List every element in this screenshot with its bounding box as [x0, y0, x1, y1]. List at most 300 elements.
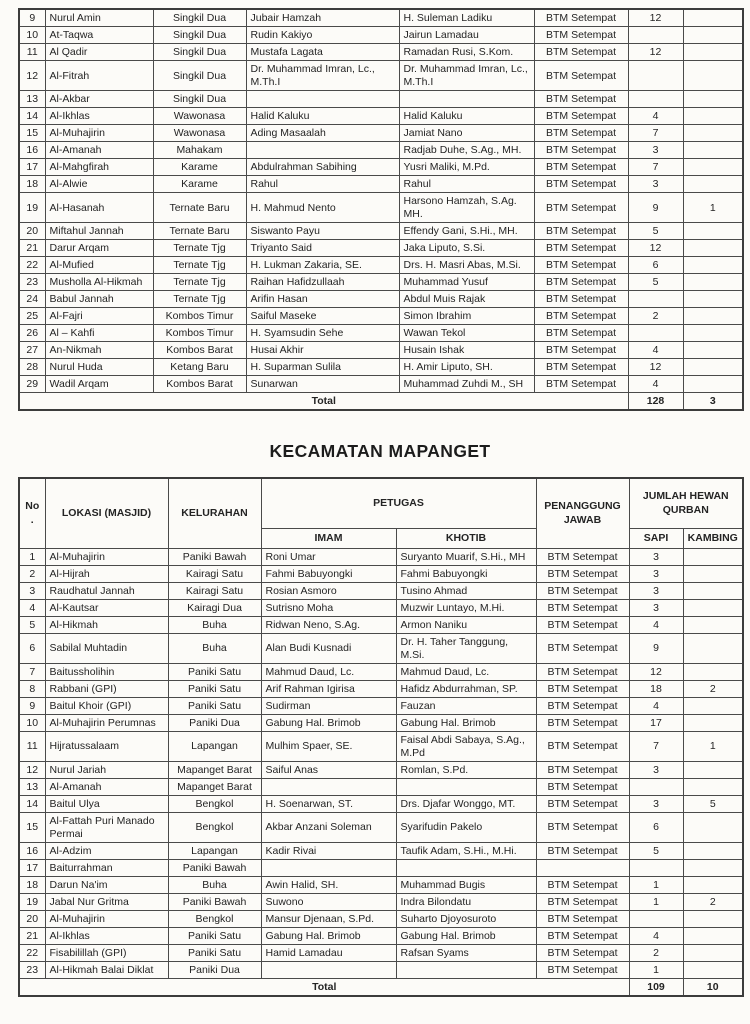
kelurahan-name: Singkil Dua	[153, 61, 246, 91]
table-row	[19, 714, 743, 731]
kambing-count	[683, 291, 743, 308]
masjid-name: Raudhatul Jannah	[45, 582, 168, 599]
khotib-name: H. Suleman Ladiku	[399, 9, 534, 27]
kambing-count	[683, 876, 743, 893]
kambing-count	[683, 761, 743, 778]
masjid-name: Nurul Jariah	[45, 761, 168, 778]
kambing-count	[683, 376, 743, 393]
sapi-count	[628, 291, 683, 308]
row-number: 7	[19, 663, 45, 680]
khotib-name: Halid Kaluku	[399, 108, 534, 125]
row-number: 10	[19, 27, 45, 44]
imam-name: Arif Rahman Igirisa	[261, 680, 396, 697]
kambing-count	[683, 142, 743, 159]
kelurahan-name: Paniki Bawah	[168, 859, 261, 876]
sapi-count: 12	[628, 44, 683, 61]
khotib-name: Dr. H. Taher Tanggung, M.Si.	[396, 633, 536, 663]
masjid-name: Nurul Huda	[45, 359, 153, 376]
khotib-name: Jairun Lamadau	[399, 27, 534, 44]
imam-name: Jubair Hamzah	[246, 9, 399, 27]
imam-name: Sunarwan	[246, 376, 399, 393]
kelurahan-name: Ketang Baru	[153, 359, 246, 376]
row-number: 22	[19, 944, 45, 961]
kelurahan-name: Paniki Bawah	[168, 548, 261, 565]
kelurahan-name: Paniki Satu	[168, 680, 261, 697]
kelurahan-name: Mahakam	[153, 142, 246, 159]
imam-name: Mustafa Lagata	[246, 44, 399, 61]
masjid-name: Darun Na'im	[45, 876, 168, 893]
kambing-count	[683, 599, 743, 616]
kambing-count	[683, 108, 743, 125]
kelurahan-name: Mapanget Barat	[168, 761, 261, 778]
row-number: 17	[19, 859, 45, 876]
table-row	[19, 274, 743, 291]
khotib-name: Armon Naniku	[396, 616, 536, 633]
penanggung-jawab	[536, 859, 629, 876]
imam-name: Gabung Hal. Brimob	[261, 714, 396, 731]
header-row-main	[19, 478, 743, 528]
penanggung-jawab: BTM Setempat	[534, 274, 628, 291]
imam-name: Mulhim Spaer, SE.	[261, 731, 396, 761]
penanggung-jawab: BTM Setempat	[536, 761, 629, 778]
kambing-count	[683, 176, 743, 193]
sapi-count: 17	[629, 714, 683, 731]
khotib-name: Abdul Muis Rajak	[399, 291, 534, 308]
kambing-count: 2	[683, 680, 743, 697]
imam-name: H. Mahmud Nento	[246, 193, 399, 223]
col-header-khotib: KHOTIB	[396, 528, 536, 548]
table-row	[19, 9, 743, 27]
khotib-name: Rafsan Syams	[396, 944, 536, 961]
masjid-name: Al-Mahgfirah	[45, 159, 153, 176]
row-number: 26	[19, 325, 45, 342]
row-number: 10	[19, 714, 45, 731]
masjid-name: Al-Hasanah	[45, 193, 153, 223]
masjid-name: Al Qadir	[45, 44, 153, 61]
table-row	[19, 812, 743, 842]
row-number: 18	[19, 876, 45, 893]
penanggung-jawab: BTM Setempat	[536, 795, 629, 812]
sapi-count: 7	[628, 125, 683, 142]
imam-name: Akbar Anzani Soleman	[261, 812, 396, 842]
sapi-count	[629, 910, 683, 927]
kelurahan-name: Ternate Baru	[153, 193, 246, 223]
imam-name: H. Lukman Zakaria, SE.	[246, 257, 399, 274]
row-number: 17	[19, 159, 45, 176]
penanggung-jawab: BTM Setempat	[536, 961, 629, 978]
kelurahan-name: Lapangan	[168, 731, 261, 761]
kelurahan-name: Ternate Tjg	[153, 240, 246, 257]
table-row	[19, 376, 743, 393]
kambing-count	[683, 910, 743, 927]
table-row	[19, 27, 743, 44]
row-number: 29	[19, 376, 45, 393]
kambing-count	[683, 223, 743, 240]
kambing-count	[683, 548, 743, 565]
masjid-name: Sabilal Muhtadin	[45, 633, 168, 663]
row-number: 4	[19, 599, 45, 616]
kambing-count	[683, 359, 743, 376]
kambing-count	[683, 633, 743, 663]
total-row	[19, 978, 743, 996]
sapi-count	[628, 91, 683, 108]
imam-name: Mansur Djenaan, S.Pd.	[261, 910, 396, 927]
imam-name: Hamid Lamadau	[261, 944, 396, 961]
col-header-petugas: PETUGAS	[261, 478, 536, 528]
kambing-count: 1	[683, 731, 743, 761]
table-row	[19, 223, 743, 240]
imam-name	[246, 142, 399, 159]
kambing-count	[683, 325, 743, 342]
row-number: 15	[19, 125, 45, 142]
penanggung-jawab: BTM Setempat	[534, 176, 628, 193]
table-row	[19, 961, 743, 978]
sapi-count: 12	[628, 9, 683, 27]
sapi-count: 12	[628, 359, 683, 376]
col-header-sapi: SAPI	[629, 528, 683, 548]
masjid-name: An-Nikmah	[45, 342, 153, 359]
table-row	[19, 108, 743, 125]
penanggung-jawab: BTM Setempat	[534, 27, 628, 44]
sapi-count: 2	[628, 308, 683, 325]
table-row	[19, 325, 743, 342]
col-header-imam: IMAM	[261, 528, 396, 548]
imam-name: Sutrisno Moha	[261, 599, 396, 616]
kambing-count	[683, 240, 743, 257]
penanggung-jawab: BTM Setempat	[536, 812, 629, 842]
kelurahan-name: Paniki Satu	[168, 944, 261, 961]
khotib-name: Tusino Ahmad	[396, 582, 536, 599]
table-row	[19, 91, 743, 108]
kambing-count	[683, 944, 743, 961]
row-number: 12	[19, 61, 45, 91]
penanggung-jawab: BTM Setempat	[534, 376, 628, 393]
khotib-name: Drs. H. Masri Abas, M.Si.	[399, 257, 534, 274]
kelurahan-name: Ternate Baru	[153, 223, 246, 240]
total-row	[19, 393, 743, 411]
penanggung-jawab: BTM Setempat	[534, 61, 628, 91]
table-row	[19, 193, 743, 223]
kelurahan-name: Karame	[153, 176, 246, 193]
sapi-count: 3	[629, 761, 683, 778]
kambing-count	[683, 927, 743, 944]
penanggung-jawab: BTM Setempat	[536, 910, 629, 927]
qurban-table-continuation	[18, 8, 744, 411]
row-number: 18	[19, 176, 45, 193]
kelurahan-name: Karame	[153, 159, 246, 176]
kambing-count	[683, 125, 743, 142]
penanggung-jawab: BTM Setempat	[536, 697, 629, 714]
kelurahan-name: Bengkol	[168, 910, 261, 927]
sapi-count	[628, 61, 683, 91]
masjid-name: Musholla Al-Hikmah	[45, 274, 153, 291]
masjid-name: Nurul Amin	[45, 9, 153, 27]
khotib-name	[396, 859, 536, 876]
khotib-name: Gabung Hal. Brimob	[396, 927, 536, 944]
row-number: 25	[19, 308, 45, 325]
col-header-lokasi-masjid: LOKASI (MASJID)	[45, 478, 168, 548]
sapi-count: 6	[629, 812, 683, 842]
khotib-name: Jamiat Nano	[399, 125, 534, 142]
khotib-name: Effendy Gani, S.Hi., MH.	[399, 223, 534, 240]
section-heading: KECAMATAN MAPANGET	[269, 441, 491, 461]
penanggung-jawab: BTM Setempat	[534, 193, 628, 223]
penanggung-jawab: BTM Setempat	[534, 44, 628, 61]
row-number: 6	[19, 633, 45, 663]
imam-name: Sudirman	[261, 697, 396, 714]
col-header-jumlah-hewan-qurban: JUMLAH HEWAN QURBAN	[629, 478, 743, 528]
imam-name: Triyanto Said	[246, 240, 399, 257]
kambing-count	[683, 565, 743, 582]
row-number: 3	[19, 582, 45, 599]
imam-name: H. Suparman Sulila	[246, 359, 399, 376]
kelurahan-name: Paniki Dua	[168, 961, 261, 978]
sapi-count: 5	[629, 842, 683, 859]
masjid-name: Al-Muhajirin	[45, 548, 168, 565]
table-row	[19, 582, 743, 599]
masjid-name: Miftahul Jannah	[45, 223, 153, 240]
imam-name: Mahmud Daud, Lc.	[261, 663, 396, 680]
row-number: 16	[19, 842, 45, 859]
table-row	[19, 548, 743, 565]
khotib-name: Muhammad Yusuf	[399, 274, 534, 291]
table-row	[19, 731, 743, 761]
table-row	[19, 342, 743, 359]
kambing-count	[683, 61, 743, 91]
kambing-count	[683, 842, 743, 859]
khotib-name: Gabung Hal. Brimob	[396, 714, 536, 731]
penanggung-jawab: BTM Setempat	[536, 582, 629, 599]
penanggung-jawab: BTM Setempat	[536, 616, 629, 633]
sapi-count: 3	[629, 795, 683, 812]
penanggung-jawab: BTM Setempat	[536, 927, 629, 944]
table2-header	[19, 478, 743, 548]
khotib-name: Faisal Abdi Sabaya, S.Ag., M.Pd	[396, 731, 536, 761]
table-row	[19, 842, 743, 859]
masjid-name: Jabal Nur Gritma	[45, 893, 168, 910]
imam-name: Gabung Hal. Brimob	[261, 927, 396, 944]
row-number: 19	[19, 193, 45, 223]
khotib-name: Wawan Tekol	[399, 325, 534, 342]
imam-name: Ridwan Neno, S.Ag.	[261, 616, 396, 633]
row-number: 9	[19, 9, 45, 27]
table-row	[19, 359, 743, 376]
penanggung-jawab: BTM Setempat	[536, 778, 629, 795]
masjid-name: Wadil Arqam	[45, 376, 153, 393]
khotib-name: Hafidz Abdurrahman, SP.	[396, 680, 536, 697]
table-row	[19, 291, 743, 308]
sapi-count: 1	[629, 961, 683, 978]
row-number: 21	[19, 927, 45, 944]
khotib-name: Indra Bilondatu	[396, 893, 536, 910]
penanggung-jawab: BTM Setempat	[534, 257, 628, 274]
kambing-count	[683, 27, 743, 44]
sapi-count: 3	[629, 548, 683, 565]
row-number: 9	[19, 697, 45, 714]
qurban-table-mapanget	[18, 477, 744, 997]
penanggung-jawab: BTM Setempat	[534, 9, 628, 27]
kelurahan-name: Singkil Dua	[153, 9, 246, 27]
kelurahan-name: Bengkol	[168, 795, 261, 812]
row-number: 8	[19, 680, 45, 697]
imam-name: Kadir Rivai	[261, 842, 396, 859]
table-row	[19, 633, 743, 663]
total-label: Total	[19, 978, 629, 996]
imam-name	[261, 778, 396, 795]
kambing-count: 1	[683, 193, 743, 223]
sapi-count	[629, 778, 683, 795]
table-row	[19, 795, 743, 812]
sapi-count: 3	[629, 599, 683, 616]
table-row	[19, 159, 743, 176]
penanggung-jawab: BTM Setempat	[536, 633, 629, 663]
table-row	[19, 599, 743, 616]
penanggung-jawab: BTM Setempat	[536, 663, 629, 680]
table-row	[19, 663, 743, 680]
sapi-count: 3	[628, 176, 683, 193]
kambing-count: 2	[683, 893, 743, 910]
row-number: 1	[19, 548, 45, 565]
imam-name: Fahmi Babuyongki	[261, 565, 396, 582]
khotib-name: Simon Ibrahim	[399, 308, 534, 325]
table-row	[19, 61, 743, 91]
table-row	[19, 893, 743, 910]
masjid-name: Baitussholihin	[45, 663, 168, 680]
sapi-count: 4	[628, 342, 683, 359]
table-row	[19, 697, 743, 714]
table-row	[19, 859, 743, 876]
imam-name: Raihan Hafidzullaah	[246, 274, 399, 291]
row-number: 14	[19, 795, 45, 812]
imam-name: Saiful Anas	[261, 761, 396, 778]
kelurahan-name: Ternate Tjg	[153, 274, 246, 291]
table-row	[19, 944, 743, 961]
masjid-name: Baiturrahman	[45, 859, 168, 876]
sapi-count: 7	[629, 731, 683, 761]
imam-name	[261, 961, 396, 978]
sapi-count: 18	[629, 680, 683, 697]
masjid-name: Al-Hikmah Balai Diklat	[45, 961, 168, 978]
khotib-name: Fahmi Babuyongki	[396, 565, 536, 582]
sapi-count: 5	[628, 223, 683, 240]
penanggung-jawab: BTM Setempat	[534, 108, 628, 125]
masjid-name: Al-Muhajirin	[45, 125, 153, 142]
kambing-count	[683, 616, 743, 633]
row-number: 19	[19, 893, 45, 910]
khotib-name: Suryanto Muarif, S.Hi., MH	[396, 548, 536, 565]
penanggung-jawab: BTM Setempat	[536, 680, 629, 697]
masjid-name: Al-Amanah	[45, 142, 153, 159]
imam-name: Husai Akhir	[246, 342, 399, 359]
kambing-count	[683, 663, 743, 680]
kambing-count	[683, 9, 743, 27]
sapi-count: 3	[629, 565, 683, 582]
imam-name: Halid Kaluku	[246, 108, 399, 125]
khotib-name: Rahul	[399, 176, 534, 193]
row-number: 28	[19, 359, 45, 376]
sapi-count: 7	[628, 159, 683, 176]
total-sapi: 128	[628, 393, 683, 411]
sapi-count: 4	[628, 376, 683, 393]
penanggung-jawab: BTM Setempat	[536, 731, 629, 761]
table-row	[19, 308, 743, 325]
imam-name: Rosian Asmoro	[261, 582, 396, 599]
masjid-name: Al-Hikmah	[45, 616, 168, 633]
kelurahan-name: Wawonasa	[153, 125, 246, 142]
kelurahan-name: Paniki Satu	[168, 663, 261, 680]
kelurahan-name: Ternate Tjg	[153, 257, 246, 274]
table-row	[19, 142, 743, 159]
col-header-no: No.	[19, 478, 45, 548]
masjid-name: Al-Fattah Puri Manado Permai	[45, 812, 168, 842]
row-number: 23	[19, 961, 45, 978]
khotib-name: Yusri Maliki, M.Pd.	[399, 159, 534, 176]
row-number: 20	[19, 910, 45, 927]
kelurahan-name: Kombos Barat	[153, 376, 246, 393]
imam-name: H. Syamsudin Sehe	[246, 325, 399, 342]
kelurahan-name: Kombos Barat	[153, 342, 246, 359]
imam-name: Suwono	[261, 893, 396, 910]
row-number: 11	[19, 731, 45, 761]
penanggung-jawab: BTM Setempat	[536, 565, 629, 582]
kelurahan-name: Ternate Tjg	[153, 291, 246, 308]
masjid-name: Baitul Ulya	[45, 795, 168, 812]
sapi-count	[628, 325, 683, 342]
kelurahan-name: Buha	[168, 633, 261, 663]
row-number: 2	[19, 565, 45, 582]
imam-name: Alan Budi Kusnadi	[261, 633, 396, 663]
masjid-name: Al-Mufied	[45, 257, 153, 274]
imam-name: Dr. Muhammad Imran, Lc., M.Th.I	[246, 61, 399, 91]
imam-name: Abdulrahman Sabihing	[246, 159, 399, 176]
imam-name: Saiful Maseke	[246, 308, 399, 325]
masjid-name: Al-Fajri	[45, 308, 153, 325]
row-number: 11	[19, 44, 45, 61]
total-sapi: 109	[629, 978, 683, 996]
row-number: 22	[19, 257, 45, 274]
masjid-name: Al-Kautsar	[45, 599, 168, 616]
sapi-count: 3	[629, 582, 683, 599]
penanggung-jawab: BTM Setempat	[536, 944, 629, 961]
kelurahan-name: Singkil Dua	[153, 44, 246, 61]
kambing-count	[683, 342, 743, 359]
khotib-name: Muhammad Zuhdi M., SH	[399, 376, 534, 393]
penanggung-jawab: BTM Setempat	[534, 342, 628, 359]
sapi-count: 3	[628, 142, 683, 159]
kambing-count	[683, 812, 743, 842]
khotib-name: H. Amir Liputo, SH.	[399, 359, 534, 376]
penanggung-jawab: BTM Setempat	[536, 599, 629, 616]
masjid-name: Al – Kahfi	[45, 325, 153, 342]
khotib-name: Muzwir Luntayo, M.Hi.	[396, 599, 536, 616]
kambing-count	[683, 714, 743, 731]
masjid-name: Al-Akbar	[45, 91, 153, 108]
sapi-count: 4	[629, 616, 683, 633]
khotib-name: Muhammad Bugis	[396, 876, 536, 893]
sapi-count: 9	[628, 193, 683, 223]
row-number: 14	[19, 108, 45, 125]
row-number: 13	[19, 91, 45, 108]
masjid-name: Al-Muhajirin	[45, 910, 168, 927]
kambing-count	[683, 582, 743, 599]
penanggung-jawab: BTM Setempat	[534, 142, 628, 159]
kelurahan-name: Wawonasa	[153, 108, 246, 125]
kelurahan-name: Singkil Dua	[153, 27, 246, 44]
table-row	[19, 240, 743, 257]
kelurahan-name: Kombos Timur	[153, 325, 246, 342]
sapi-count: 2	[629, 944, 683, 961]
kambing-count	[683, 44, 743, 61]
